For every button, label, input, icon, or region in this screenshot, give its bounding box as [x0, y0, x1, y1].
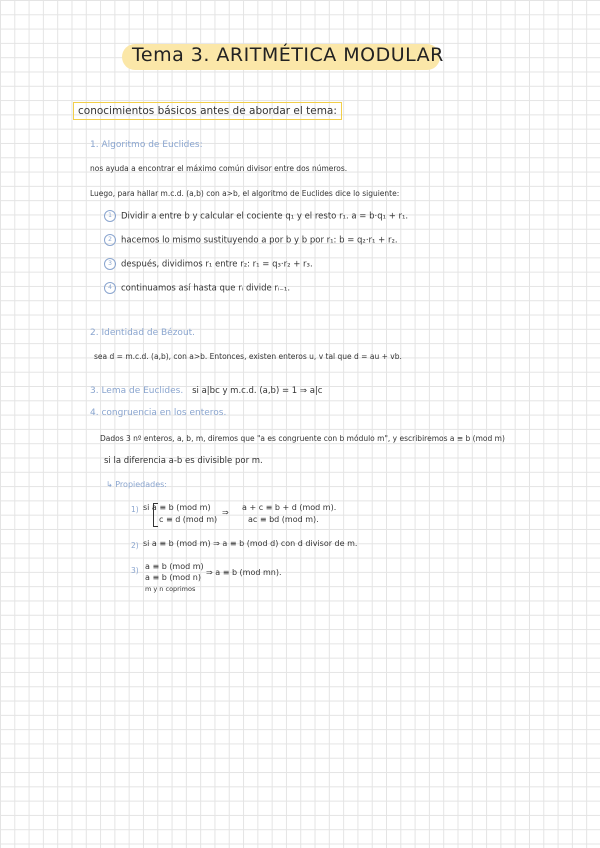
step-number-badge: 2	[104, 234, 116, 246]
property-1-number: 1)	[131, 505, 139, 514]
property-1-arrow: ⇒	[222, 508, 229, 517]
section-4-heading: 4. congruencia en los enteros.	[90, 408, 227, 418]
page-title: Tema 3. ARITMÉTICA MODULAR	[132, 44, 444, 66]
section-4-paragraph-2: si la diferencia a-b es divisible por m.	[104, 456, 263, 466]
step-1	[104, 210, 408, 222]
section-1-paragraph-1: nos ayuda a encontrar el máximo común divisor entre dos números.	[90, 164, 348, 173]
section-1-paragraph-2: Luego, para hallar m.c.d. (a,b) con a>b, el algoritmo de Euclides dice lo siguiente:	[90, 189, 400, 198]
step-4	[104, 282, 290, 294]
step-3	[104, 258, 313, 270]
properties-heading: ↳ Propiedades:	[106, 480, 168, 489]
section-3-text: si a|bc y m.c.d. (a,b) = 1 ⇒ a|c	[192, 386, 323, 396]
step-text: Dividir a entre b y calcular el cociente q₁ y el resto r₁. a = b·q₁ + r₁.	[121, 211, 409, 222]
property-2-text: si a ≡ b (mod m) ⇒ a ≡ b (mod d) con d divisor de m.	[143, 539, 358, 548]
section-2-text: sea d = m.c.d. (a,b), con a>b. Entonces, existen enteros u, v tal que d = au + vb.	[94, 352, 402, 361]
property-3-condition-3: m y n coprimos	[145, 585, 196, 593]
step-text: después, dividimos r₁ entre r₂: r₁ = q₃·r₂ + r₃.	[121, 259, 313, 270]
step-number-badge: 4	[104, 282, 116, 294]
property-3-number: 3)	[131, 566, 139, 575]
step-text: continuamos así hasta que rᵢ divide rᵢ₋₁.	[121, 283, 291, 294]
property-1-result-2: ac ≡ bd (mod m).	[248, 515, 319, 524]
step-number-badge: 3	[104, 258, 116, 270]
section-2-heading: 2. Identidad de Bézout.	[90, 328, 196, 338]
property-2-number: 2)	[131, 541, 139, 550]
step-text: hacemos lo mismo sustituyendo a por b y b por r₁: b = q₂·r₁ + r₂.	[121, 235, 398, 246]
property-3-condition-1: a ≡ b (mod m)	[145, 562, 204, 571]
property-1-result-1: a + c ≡ b + d (mod m).	[242, 503, 337, 512]
section-3	[90, 386, 322, 396]
property-1-brace	[153, 503, 158, 527]
intro-box: conocimientos básicos antes de abordar el tema:	[73, 102, 342, 120]
step-2	[104, 234, 398, 246]
property-1-condition-2: c ≡ d (mod m)	[159, 515, 218, 524]
property-1-condition-1: si a ≡ b (mod m)	[143, 503, 211, 512]
section-4-paragraph-1: Dados 3 nº enteros, a, b, m, diremos que "a es congruente con b módulo m", y escribiremos a ≡ b (mod m)	[100, 434, 505, 443]
property-3-condition-2: a ≡ b (mod n)	[145, 573, 201, 582]
section-3-heading: 3. Lema de Euclides.	[90, 386, 184, 396]
step-number-badge: 1	[104, 210, 116, 222]
property-3-result: ⇒ a ≡ b (mod mn).	[206, 568, 282, 577]
section-1-heading: 1. Algoritmo de Euclides:	[90, 140, 203, 150]
